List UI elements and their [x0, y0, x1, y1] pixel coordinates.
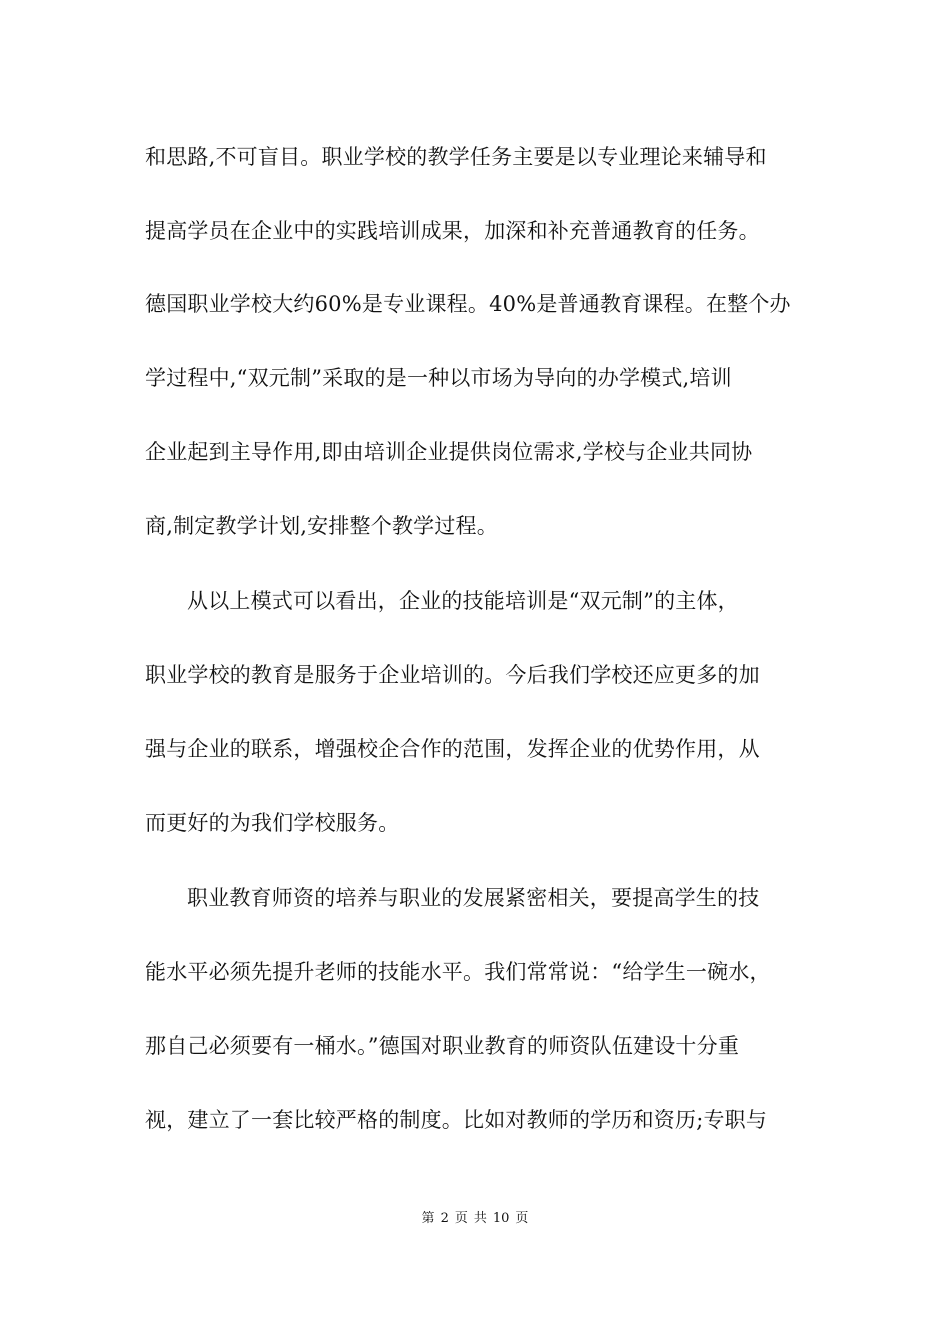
paragraph-2-line-2: 职业学校的教育是服务于企业培训的。今后我们学校还应更多的加	[145, 663, 760, 687]
paragraph-1-line-4: 学过程中,“双元制”采取的是一种以市场为导向的办学模式,培训	[145, 366, 732, 390]
footer-total-unit: 页	[515, 1211, 529, 1226]
footer-page-prefix: 第	[421, 1211, 435, 1226]
paragraph-3-line-1: 职业教育师资的培养与职业的发展紧密相关，要提高学生的技	[187, 886, 760, 910]
paragraph-3-line-2: 能水平必须先提升老师的技能水平。我们常常说：“给学生一碗水，	[145, 960, 771, 984]
footer-page-unit: 页	[454, 1211, 468, 1226]
paragraph-2-line-3: 强与企业的联系，增强校企合作的范围，发挥企业的优势作用，从	[145, 737, 760, 761]
paragraph-2-line-4: 而更好的为我们学校服务。	[145, 811, 400, 835]
footer-page-current: 2	[440, 1211, 449, 1226]
page-footer	[0, 1210, 950, 1228]
footer-total-prefix: 共	[473, 1211, 487, 1226]
paragraph-3-line-3: 那自己必须要有一桶水。”德国对职业教育的师资队伍建设十分重	[145, 1034, 740, 1058]
paragraph-2-line-1: 从以上模式可以看出，企业的技能培训是“双元制”的主体，	[187, 589, 739, 613]
paragraph-1-line-5: 企业起到主导作用,即由培训企业提供岗位需求,学校与企业共同协	[145, 440, 753, 464]
paragraph-1-line-3: 德国职业学校大约60%是专业课程。40%是普通教育课程。在整个办	[145, 292, 791, 316]
paragraph-1-line-6: 商,制定教学计划,安排整个教学过程。	[145, 514, 498, 538]
paragraph-1-line-2: 提高学员在企业中的实践培训成果，加深和补充普通教育的任务。	[145, 219, 760, 243]
paragraph-1-line-1: 和思路,不可盲目。职业学校的教学任务主要是以专业理论来辅导和	[145, 145, 767, 169]
footer-page-total: 10	[492, 1211, 510, 1226]
paragraph-3-line-4: 视，建立了一套比较严格的制度。比如对教师的学历和资历;专职与	[145, 1108, 768, 1132]
